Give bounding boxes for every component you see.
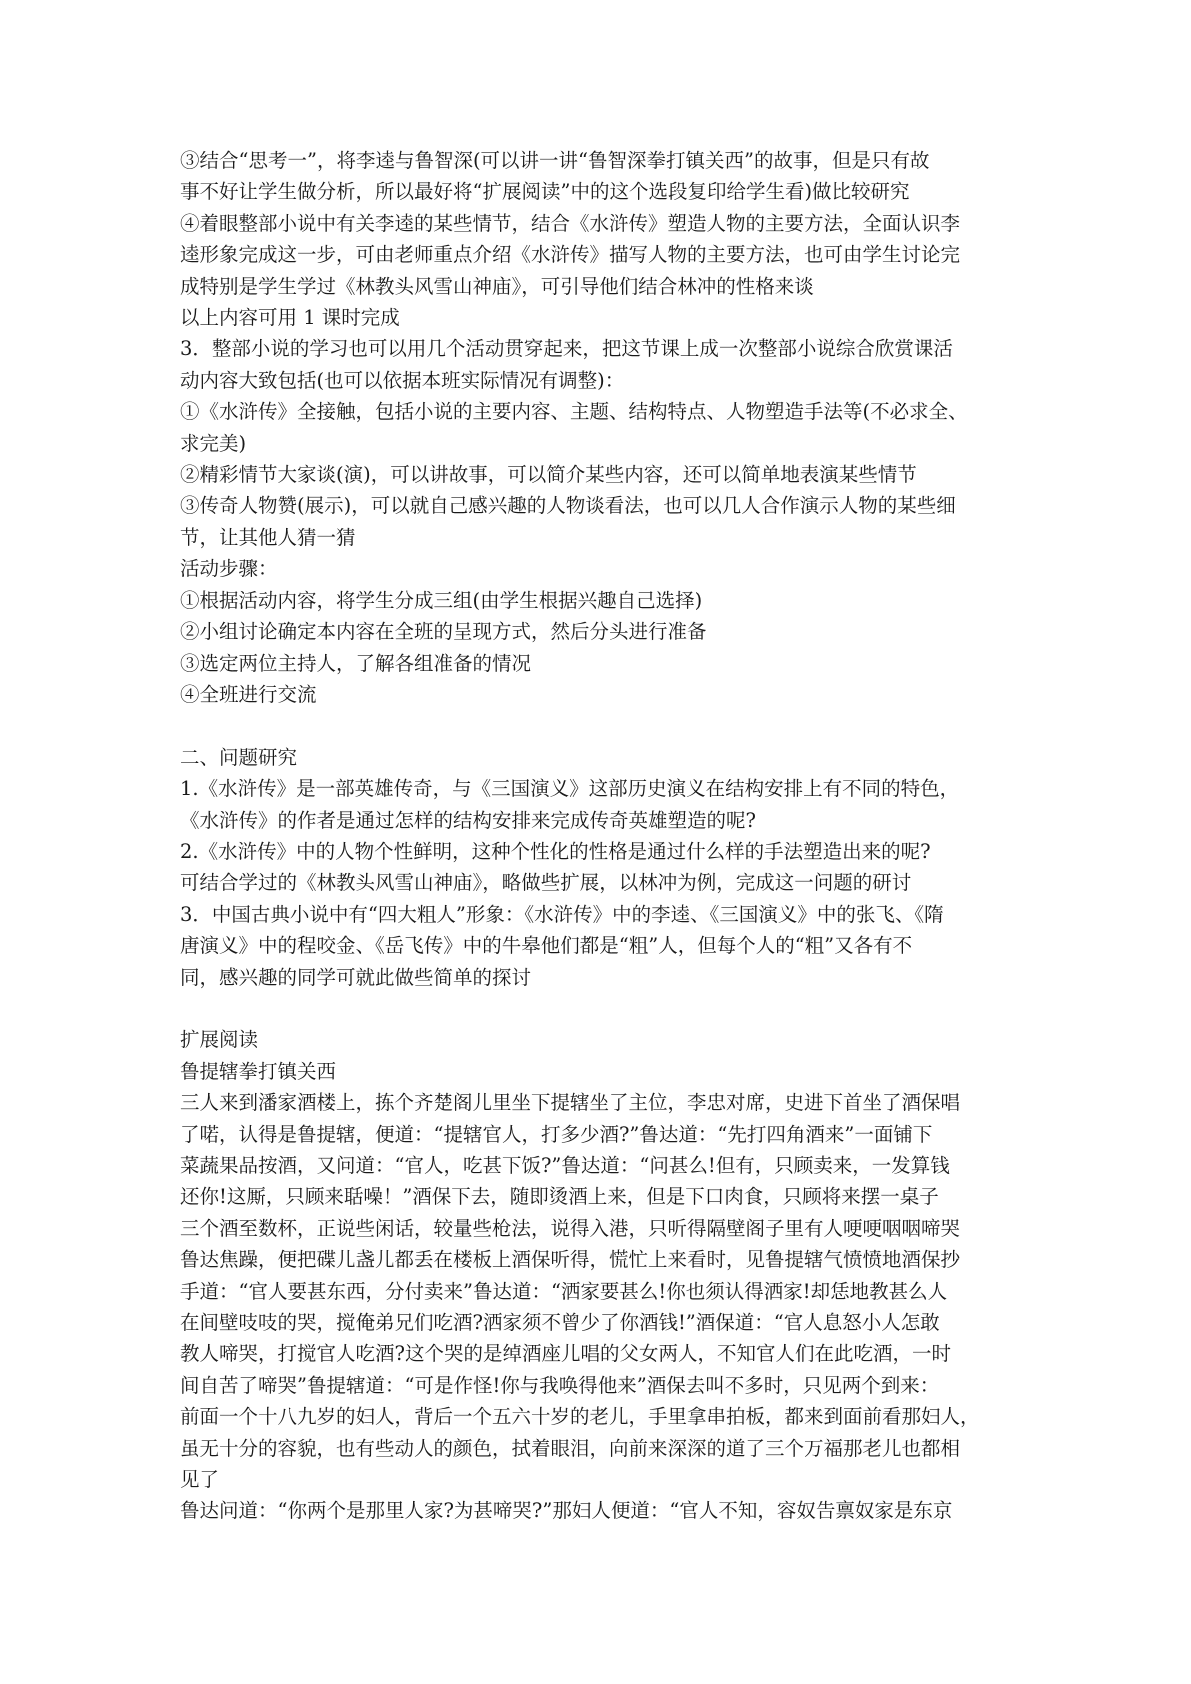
text-line: 前面一个十八九岁的妇人，背后一个五六十岁的老儿，手里拿串拍板，都来到面前看那妇人， [180,1405,980,1429]
text-line: ③结合“思考一”，将李逵与鲁智深(可以讲一讲“鲁智深拳打镇关西”的故事，但是只有故 [180,149,930,172]
text-line: 手道：“官人要甚东西，分付卖来”鲁达道：“洒家要甚么!你也须认得洒家!却恁地教甚么人 [180,1279,948,1303]
text-line: 唐演义》中的程咬金、《岳飞传》中的牛皋他们都是“粗”人，但每个人的“粗”又各有不 [180,934,913,958]
text-line: ①根据活动内容，将学生分成三组(由学生根据兴趣自己选择) [180,588,703,612]
text-line: 间自苦了啼哭”鲁提辖道：“可是作怪!你与我唤得他来”酒保去叫不多时，只见两个到来： [180,1373,940,1397]
document-body [180,145,1040,1527]
text-line: 3．整部小说的学习也可以用几个活动贯穿起来，把这节课上成一次整部小说综合欣赏课活 [180,337,953,361]
text-line: 可结合学过的《林教头风雪山神庙》，略做些扩展，以林冲为例，完成这一问题的研讨 [180,871,912,895]
text-line: 求完美) [180,431,247,455]
text-line: 三个酒至数杯，正说些闲话，较量些枪法，说得入港，只听得隔壁阁子里有人哽哽咽咽啼哭 [180,1216,961,1240]
text-line: 成特别是学生学过《林教头风雪山神庙》，可引导他们结合林冲的性格来谈 [180,274,814,298]
text-line: ②精彩情节大家谈(演)，可以讲故事，可以简介某些内容，还可以简单地表演某些情节 [180,463,917,487]
text-line: 事不好让学生做分析，所以最好将“扩展阅读”中的这个选段复印给学生看)做比较研究 [180,180,910,204]
text-line: 逵形象完成这一步，可由老师重点介绍《水浒传》描写人物的主要方法，也可由学生讨论完 [180,243,961,267]
text-line: 鲁达问道：“你两个是那里人家?为甚啼哭?”那妇人便道：“官人不知，容奴告禀奴家是东京 [180,1499,953,1523]
text-line: 2.《水浒传》中的人物个性鲜明，这种个性化的性格是通过什么样的手法塑造出来的呢? [180,839,931,863]
text-line: 同，感兴趣的同学可就此做些简单的探讨 [180,965,532,989]
text-line: ④全班进行交流 [180,682,317,706]
text-line: 了喏，认得是鲁提辖，便道：“提辖官人，打多少酒?”鲁达道：“先打四角酒来”一面铺下 [180,1122,933,1146]
text-line: 菜蔬果品按酒，又问道：“官人，吃甚下饭?”鲁达道：“问甚么!但有，只顾卖来，一发算钱 [180,1153,950,1177]
text-line: 还你!这厮，只顾来聒噪！”酒保下去，随即烫酒上来，但是下口肉食，只顾将来摆一桌子 [180,1185,939,1209]
text-line: 以上内容可用 1 课时完成 [180,306,400,330]
text-line: ②小组讨论确定本内容在全班的呈现方式，然后分头进行准备 [180,620,707,644]
text-line: 教人啼哭，打搅官人吃酒?这个哭的是绰酒座儿唱的父女两人，不知官人们在此吃酒，一时 [180,1342,951,1366]
text-line: 《水浒传》的作者是通过怎样的结构安排来完成传奇英雄塑造的呢? [180,808,756,832]
text-line: 二、问题研究 [180,745,298,769]
text-line: 鲁达焦躁，便把碟儿盏儿都丢在楼板上酒保听得，慌忙上来看时，见鲁提辖气愤愤地酒保抄 [180,1248,961,1272]
text-line: 见了 [180,1468,220,1492]
text-line: 鲁提辖拳打镇关西 [180,1059,337,1083]
text-line: 在间壁吱吱的哭，搅俺弟兄们吃酒?洒家须不曾少了你酒钱!”酒保道：“官人息怒小人怎敢 [180,1311,940,1334]
text-line: 3．中国古典小说中有“四大粗人”形象：《水浒传》中的李逵、《三国演义》中的张飞、《隋 [180,902,944,926]
text-line: 三人来到潘家酒楼上，拣个齐楚阁儿里坐下提辖坐了主位，李忠对席，史进下首坐了酒保唱 [180,1091,961,1115]
text-line: 节，让其他人猜一猜 [180,525,356,549]
text-line: 虽无十分的容貌，也有些动人的颜色，拭着眼泪，向前来深深的道了三个万福那老儿也都相 [180,1436,961,1460]
text-line: ③选定两位主持人，了解各组准备的情况 [180,651,532,675]
text-line: 动内容大致包括(也可以依据本班实际情况有调整)： [180,368,625,392]
text-line: 1.《水浒传》是一部英雄传奇，与《三国演义》这部历史演义在结构安排上有不同的特色， [180,777,960,801]
text-line: ①《水浒传》全接触，包括小说的主要内容、主题、结构特点、人物塑造手法等(不必求全、 [180,400,968,424]
text-line: ③传奇人物赞(展示)，可以就自己感兴趣的人物谈看法，也可以几人合作演示人物的某些细 [180,494,956,518]
text-line: 扩展阅读 [180,1028,259,1052]
blank-line [180,993,1040,1024]
blank-line [180,710,1040,741]
text-line: 活动步骤： [180,557,278,581]
text-line: ④着眼整部小说中有关李逵的某些情节，结合《水浒传》塑造人物的主要方法，全面认识李 [180,211,961,235]
